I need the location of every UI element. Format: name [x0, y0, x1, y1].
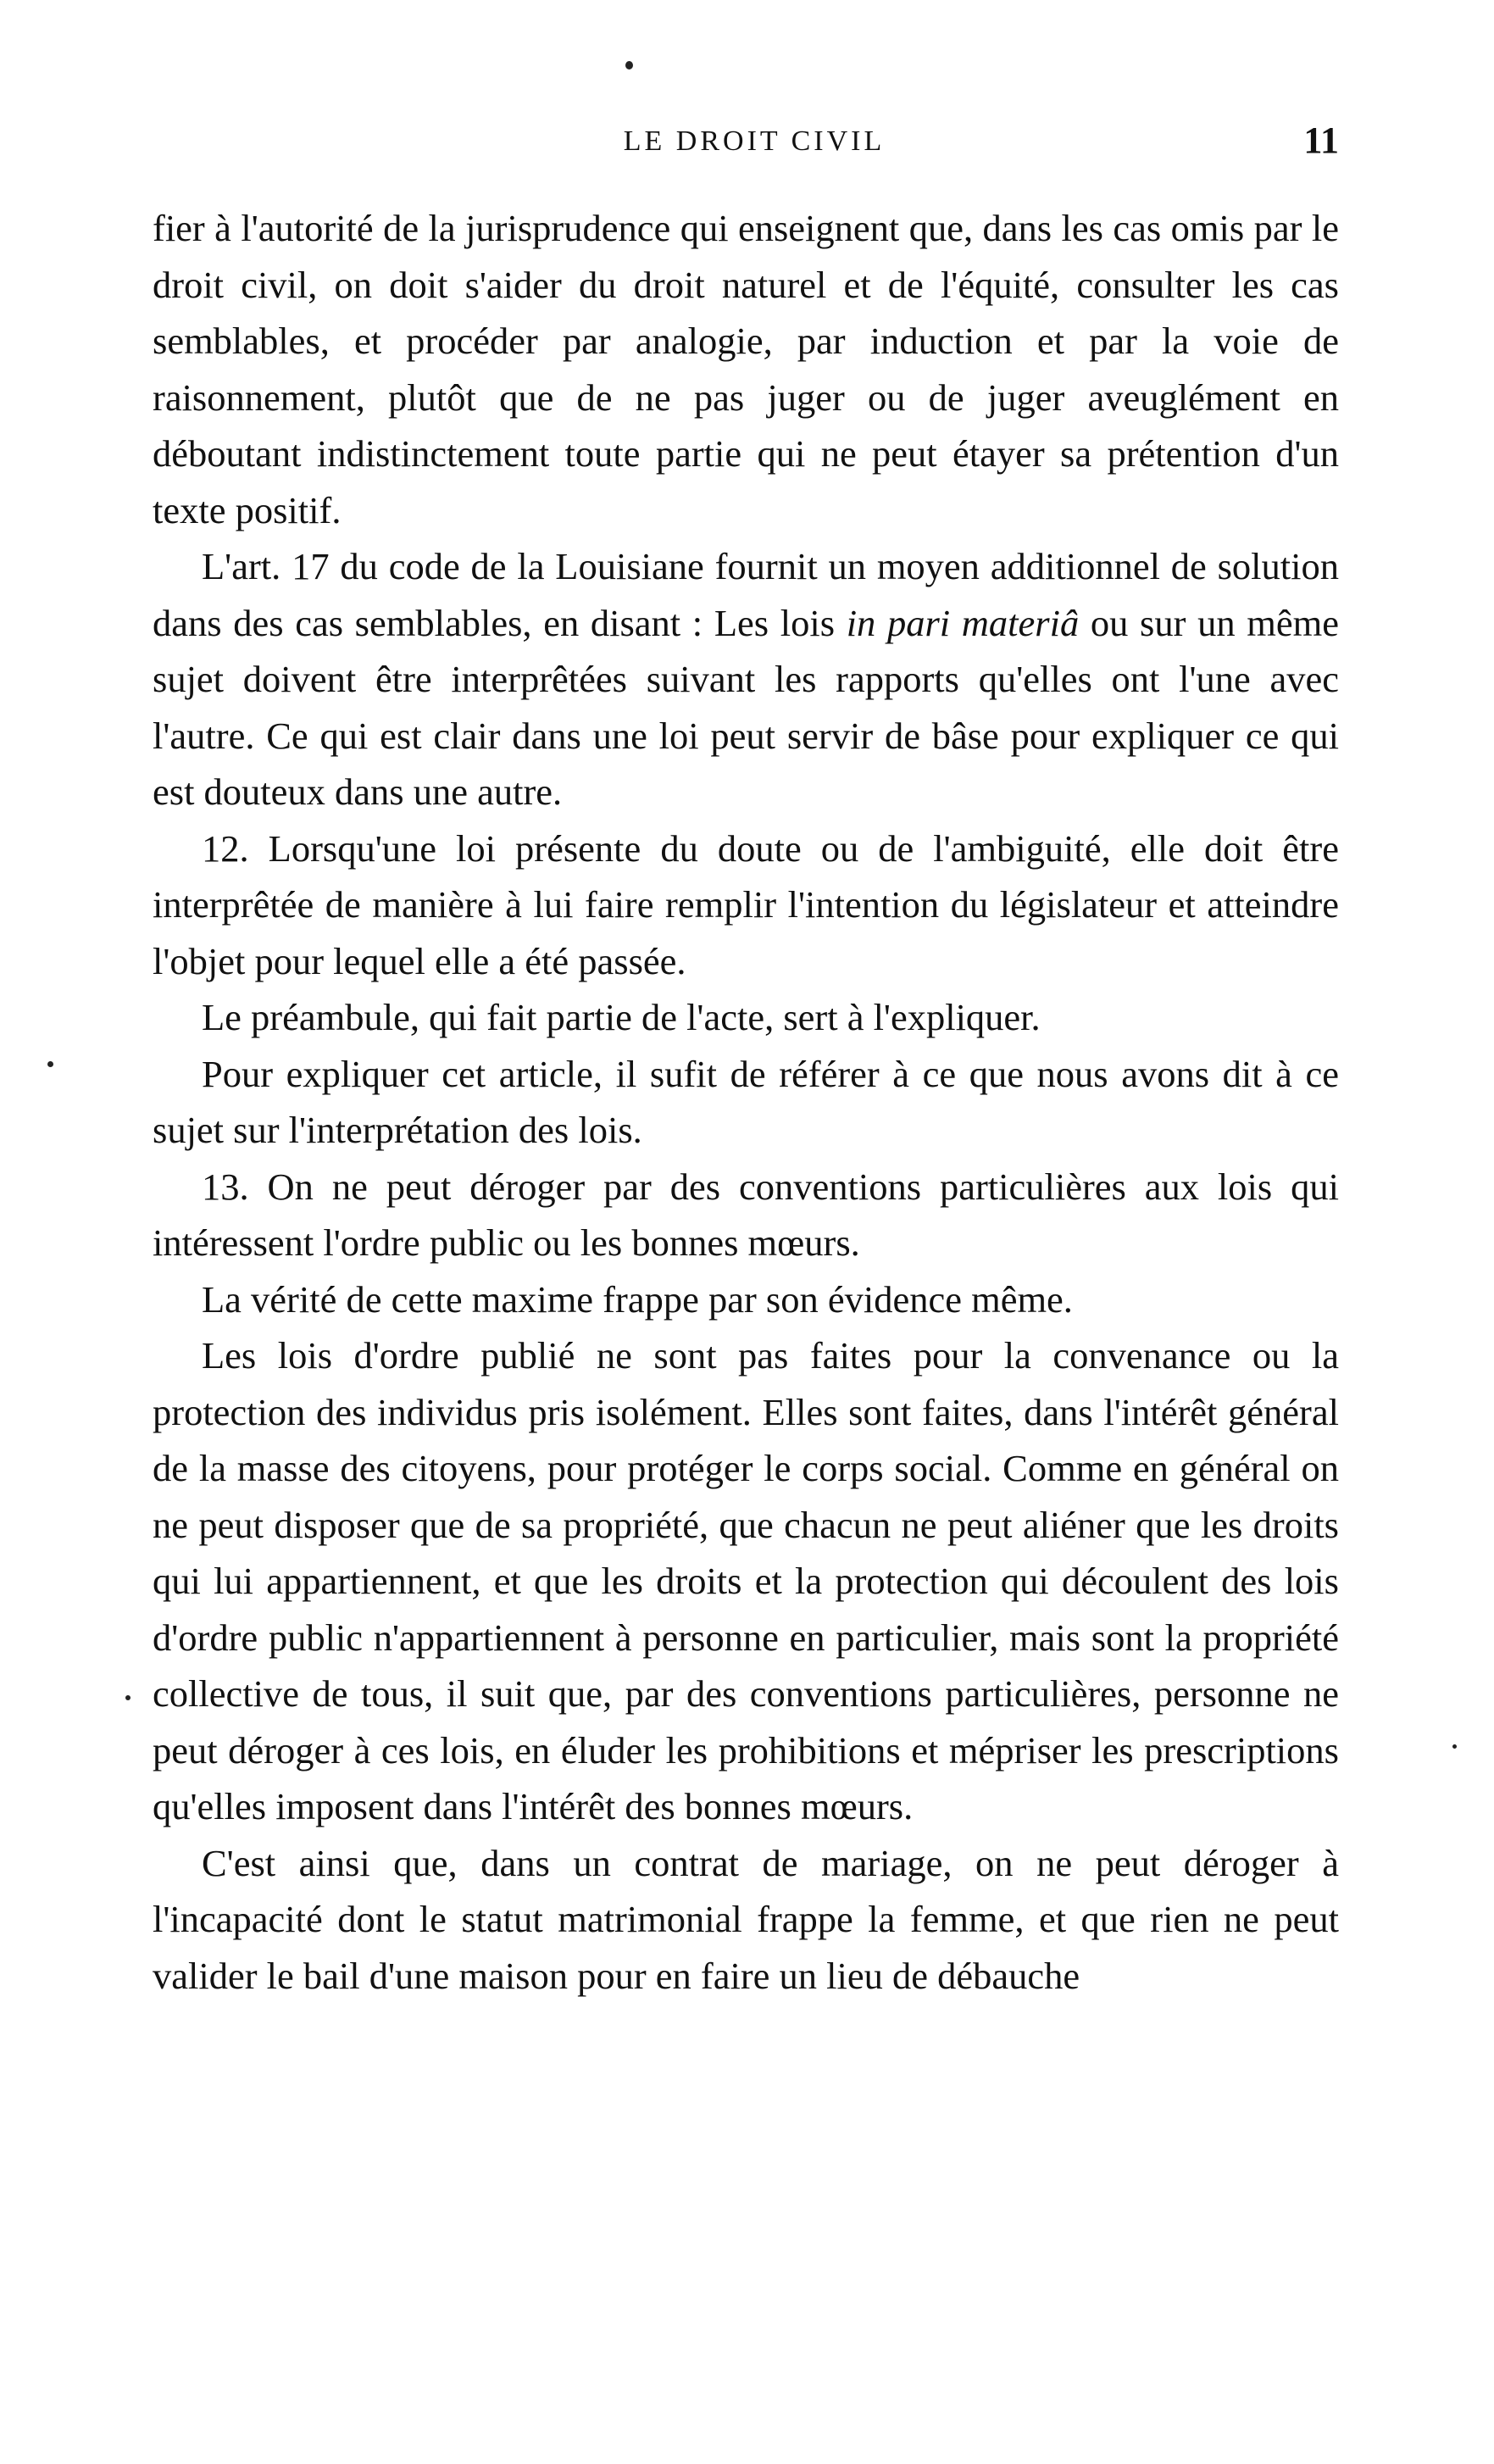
- paragraph-maxim: La vérité de cette maxime frappe par son évidence même.: [202, 1277, 1073, 1321]
- paragraph-explanation: Pour expliquer cet article, il sufit de référer à ce que nous avons dit à ce sujet sur l'interprétation des lois.: [153, 1052, 1339, 1151]
- ink-speck: [1452, 1744, 1457, 1749]
- paragraph-text: ou sur un même sujet doivent être interprêtées suivant les rapports qu'elles ont l'une avec l'autre. Ce qui est clair dans une loi peut servir de bâse pour expliquer ce qui est douteux dans une autre.: [153, 601, 1339, 813]
- paragraph-article-17: [153, 538, 1339, 820]
- paragraph-section-13: 13. On ne peut déroger par des conventions particulières aux lois qui intéressent l'ordre public ou les bonnes mœurs.: [153, 1165, 1339, 1264]
- paragraph-continuation: fier à l'autorité de la jurisprudence qui enseignent que, dans les cas omis par le droit civil, on doit s'aider du droit naturel et de l'équité, consulter les cas semblables, et procéder par analogie, par induction et par la voie de raisonnement, plutôt que de ne pas juger ou de juger aveuglément en déboutant indistinctement toute partie qui ne peut étayer sa prétention d'un texte positif.: [153, 207, 1339, 531]
- running-title: LE DROIT CIVIL: [623, 125, 886, 157]
- paragraph-section-12: 12. Lorsqu'une loi présente du doute ou de l'ambiguité, elle doit être interprêtée de manière à lui faire remplir l'intention du législateur et atteindre l'objet pour lequel elle a été passée.: [153, 826, 1339, 982]
- paragraph-example: C'est ainsi que, dans un contrat de mariage, on ne peut déroger à l'incapacité dont le statut matrimonial frappe la femme, et que rien ne peut valider le bail d'une maison pour en faire un lieu de débauche: [153, 1841, 1339, 1997]
- ink-speck: [625, 61, 633, 70]
- running-head: [153, 120, 1356, 176]
- ink-speck: [125, 1695, 131, 1700]
- paragraph-public-order: Les lois d'ordre publié ne sont pas faites pour la convenance ou la protection des individus pris isolément. Elles sont faites, dans l'intérêt général de la masse des citoyens, pour protéger le corps social. Comme en général on ne peut disposer que de sa propriété, que chacun ne peut aliéner que les droits qui lui appartiennent, et que les droits et la protection qui découlent des lois d'ordre public n'appartiennent à personne en particulier, mais sont la propriété collective de tous, il suit que, par des conventions particulières, personne ne peut déroger à ces lois, en éluder les prohibitions et mépriser les prescriptions qu'elles imposent dans l'intérêt des bonnes mœurs.: [153, 1334, 1339, 1827]
- page-number: 11: [1303, 120, 1339, 161]
- ink-speck: [47, 1061, 53, 1067]
- body-text: [153, 200, 1339, 2004]
- paragraph-text: L'art. 17 du code de la Louisiane fournit un moyen additionnel de solution dans des cas semblables, en disant : Les lois: [153, 545, 1339, 644]
- paragraph-preamble: Le préambule, qui fait partie de l'acte, sert à l'expliquer.: [202, 996, 1041, 1038]
- latin-phrase: in pari materiâ: [846, 601, 1080, 644]
